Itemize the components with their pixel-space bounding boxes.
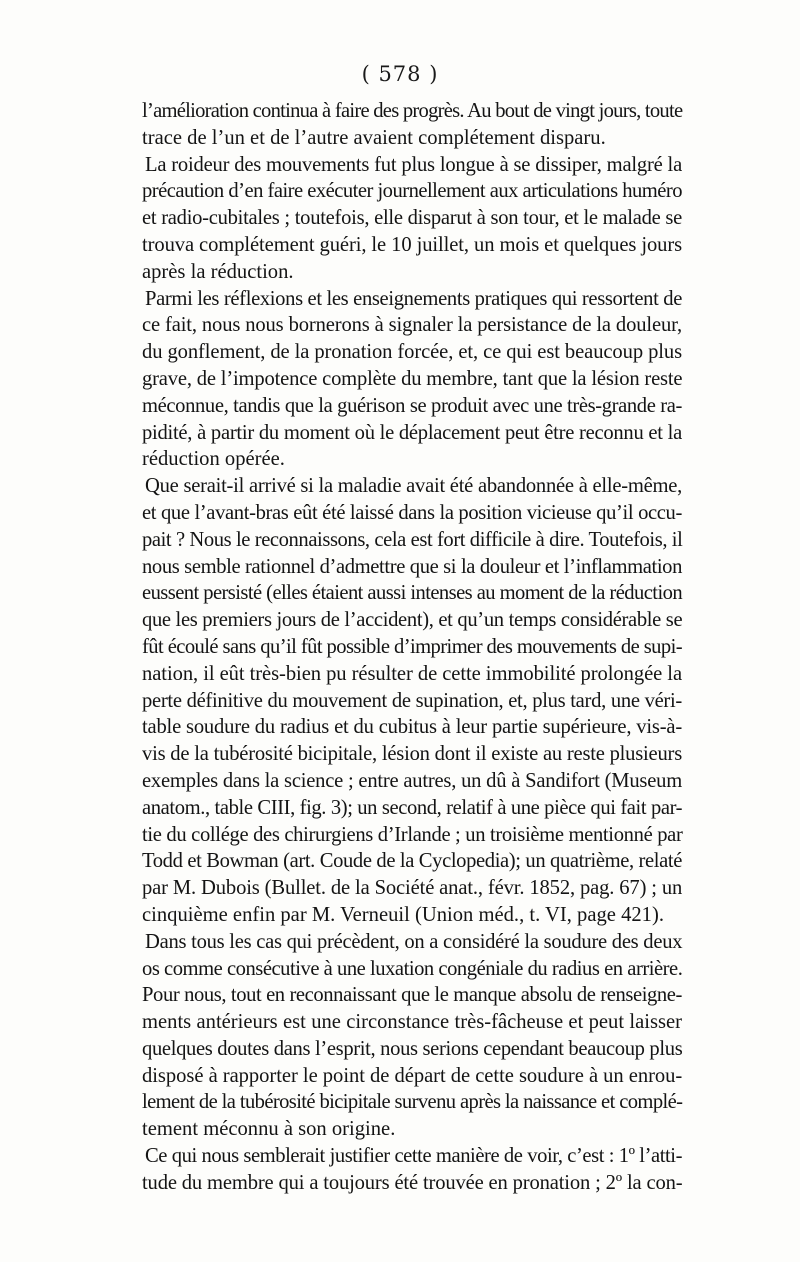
text-line: pidité, à partir du moment où le déplacement peut être reconnu et la bbox=[142, 421, 682, 444]
text-line: du gonflement, de la pronation forcée, et, ce qui est beaucoup plus bbox=[142, 341, 682, 364]
text-line: exemples dans la science ; entre autres, un dû à Sandifort (Museum bbox=[142, 769, 682, 792]
text-line: Pour nous, tout en reconnaissant que le manque absolu de renseigne- bbox=[142, 984, 682, 1007]
text-line: anatom., table CIII, fig. 3); un second, relatif à une pièce qui fait par- bbox=[142, 796, 683, 819]
text-line: tude du membre qui a toujours été trouvée en pronation ; 2º la con- bbox=[142, 1171, 683, 1194]
text-line: par M. Dubois (Bullet. de la Société anat., févr. 1852, pag. 67) ; un bbox=[142, 877, 683, 900]
text-line: et radio-cubitales ; toutefois, elle disparut à son tour, et le malade se bbox=[142, 207, 682, 230]
text-line: os comme consécutive à une luxation congéniale du radius en arrière. bbox=[142, 957, 683, 980]
text-line: après la réduction. bbox=[142, 260, 294, 283]
text-line: Ce qui nous semblerait justifier cette manière de voir, c’est : 1º l’atti- bbox=[145, 1145, 682, 1168]
text-line: cinquième enfin par M. Verneuil (Union méd., t. VI, page 421). bbox=[142, 903, 664, 926]
text-line: pait ? Nous le reconnaissons, cela est fort difficile à dire. Toutefois, il bbox=[142, 528, 683, 551]
text-line: eussent persisté (elles étaient aussi intenses au moment de la réduction bbox=[142, 582, 683, 605]
text-line: nous semble rationnel d’admettre que si la douleur et l’inflammation bbox=[142, 555, 682, 578]
text-line: lement de la tubérosité bicipitale survenu après la naissance et complé- bbox=[142, 1091, 683, 1114]
text-line: l’amélioration continua à faire des progrès. Au bout de vingt jours, toute bbox=[142, 100, 683, 122]
text-line: table soudure du radius et du cubitus à leur partie supérieure, vis-à- bbox=[142, 716, 682, 739]
page-number: ( 578 ) bbox=[361, 62, 439, 86]
text-line: fût écoulé sans qu’il fût possible d’imprimer des mouvements de supi- bbox=[142, 635, 682, 658]
body-text bbox=[142, 98, 682, 1197]
text-line: perte définitive du mouvement de supination, et, plus tard, une véri- bbox=[142, 689, 682, 712]
text-line: trace de l’un et de l’autre avaient complétement disparu. bbox=[142, 126, 606, 149]
text-line: tement méconnu à son origine. bbox=[142, 1118, 396, 1141]
text-line: Que serait-il arrivé si la maladie avait été abandonnée à elle-même, bbox=[145, 475, 683, 498]
text-line: tie du collége des chirurgiens d’Irlande ; un troisième mentionné par bbox=[142, 823, 683, 846]
text-line: Parmi les réflexions et les enseignements pratiques qui ressortent de bbox=[145, 287, 683, 310]
text-line: nation, il eût très-bien pu résulter de cette immobilité prolongée la bbox=[142, 662, 683, 685]
text-line: disposé à rapporter le point de départ de cette soudure à un enrou- bbox=[142, 1064, 683, 1087]
text-line: Todd et Bowman (art. Coude de la Cyclopedia); un quatrième, relaté bbox=[142, 850, 682, 873]
text-line: réduction opérée. bbox=[142, 448, 285, 471]
text-line: ce fait, nous nous bornerons à signaler la persistance de la douleur, bbox=[142, 314, 682, 337]
text-line: La roideur des mouvements fut plus longue à se dissiper, malgré la bbox=[145, 153, 682, 176]
text-line: que les premiers jours de l’accident), et qu’un temps considérable se bbox=[142, 609, 683, 632]
text-line: grave, de l’impotence complète du membre, tant que la lésion reste bbox=[142, 367, 683, 390]
text-line: vis de la tubérosité bicipitale, lésion dont il existe au reste plusieurs bbox=[142, 743, 682, 766]
text-line: Dans tous les cas qui précèdent, on a considéré la soudure des deux bbox=[145, 930, 683, 953]
text-line: ments antérieurs est une circonstance très-fâcheuse et peut laisser bbox=[142, 1011, 682, 1034]
text-line: et que l’avant-bras eût été laissé dans la position vicieuse qu’il occu- bbox=[142, 501, 682, 524]
text-line: trouva complétement guéri, le 10 juillet, un mois et quelques jours bbox=[142, 233, 682, 256]
text-line: précaution d’en faire exécuter journellement aux articulations huméro bbox=[142, 180, 682, 203]
text-line: quelques doutes dans l’esprit, nous serions cependant beaucoup plus bbox=[142, 1037, 683, 1060]
text-line: méconnue, tandis que la guérison se produit avec une très-grande ra- bbox=[142, 394, 682, 417]
